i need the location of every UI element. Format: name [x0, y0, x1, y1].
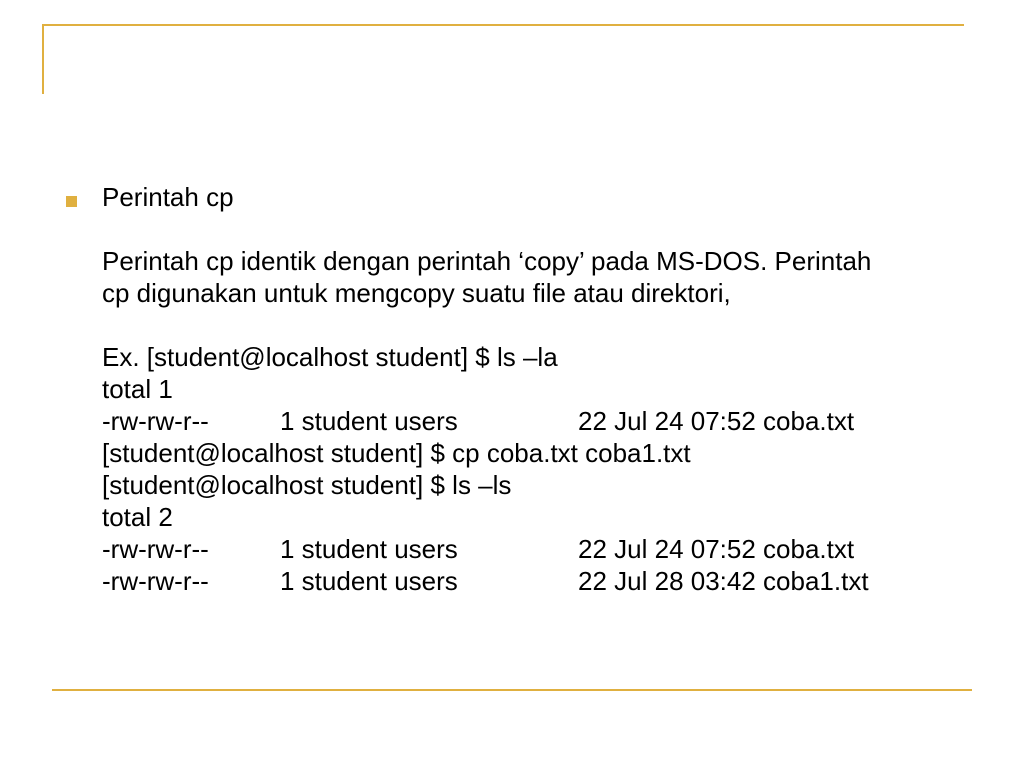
file-info: 22 Jul 24 07:52 coba.txt: [578, 406, 855, 436]
frame-left-line: [42, 24, 44, 94]
file-info: 22 Jul 24 07:52 coba.txt: [578, 534, 855, 564]
frame-top-line: [42, 24, 964, 26]
file-listing-row: [102, 565, 982, 597]
square-bullet-icon: [66, 196, 77, 207]
total-line: total 2: [102, 502, 173, 532]
slide-description: Perintah cp identik dengan perintah ‘copy’ pada MS-DOS. Perintah cp digunakan untuk mengcopy suatu file atau direktori,: [102, 246, 872, 308]
example-command-ls: Ex. [student@localhost student] $ ls –la: [102, 342, 558, 372]
slide-content: [102, 181, 982, 597]
spacer: [102, 309, 982, 341]
file-owner: 1 student users: [280, 534, 458, 564]
file-listing-row: [102, 405, 982, 437]
file-permissions: -rw-rw-r--: [102, 566, 209, 596]
file-permissions: -rw-rw-r--: [102, 406, 209, 436]
file-info: 22 Jul 28 03:42 coba1.txt: [578, 566, 869, 596]
frame-bottom-line: [52, 689, 972, 691]
file-listing-row: [102, 533, 982, 565]
example-command-cp: [student@localhost student] $ cp coba.txt coba1.txt: [102, 438, 691, 468]
total-line: total 1: [102, 374, 173, 404]
example-command-ls-2: [student@localhost student] $ ls –ls: [102, 470, 512, 500]
file-permissions: -rw-rw-r--: [102, 534, 209, 564]
file-owner: 1 student users: [280, 406, 458, 436]
file-owner: 1 student users: [280, 566, 458, 596]
slide-heading: Perintah cp: [102, 182, 234, 212]
spacer: [102, 213, 982, 245]
